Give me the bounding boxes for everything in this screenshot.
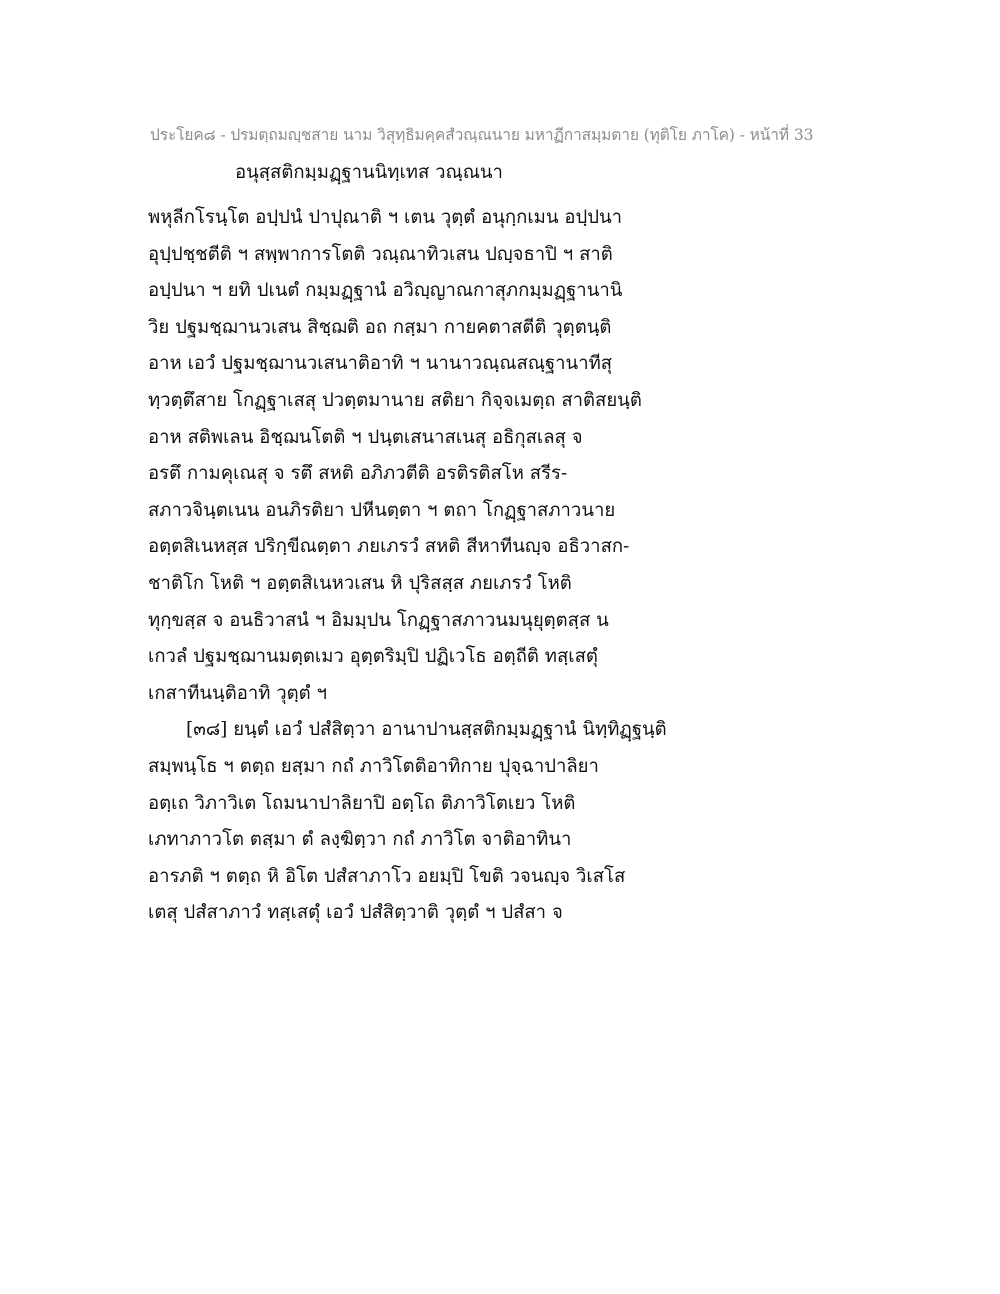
text-line: อารภติ ฯ ตตฺถ หิ อิโต ปสํสาภาโว อยมฺปิ โขติ วจนญฺจ วิเสโส xyxy=(148,865,626,887)
text-line: อาห สติพเลน อิชฺฌนโตติ ฯ ปนฺตเสนาสเนสุ อธิกุสเลสุ จ xyxy=(148,426,583,448)
text-line: พหุลีกโรนฺโต อปฺปนํ ปาปุณาติ ฯ เตน วุตฺตํ อนุกฺกเมน อปฺปนา xyxy=(148,207,622,228)
text-line: เตสุ ปสํสาภาวํ ทสฺเสตุํ เอวํ ปสํสิตฺวาติ วุตฺตํ ฯ ปสํสา จ xyxy=(148,902,563,924)
text-line: อรตึ กามคุเณสุ จ รตึ สหติ อภิภวตีติ อรติรติสโห สรีร- xyxy=(148,463,568,485)
text-line: อุปฺปชฺชตีติ ฯ สพฺพาการโตติ วณฺณาทิวเสน ปญฺจธาปิ ฯ สาติ xyxy=(148,243,613,265)
text-line: อปฺปนา ฯ ยทิ ปเนตํ กมฺมฏฺฐานํ อวิญฺญาณกาสุภกมฺมฏฺฐานานิ xyxy=(148,280,623,302)
text-line: ทุกฺขสฺส จ อนธิวาสนํ ฯ อิมมฺปน โกฏฺฐาสภาวนมนุยุตฺตสฺส น xyxy=(148,609,609,631)
text-line: อตฺเถ วิภาวิเต โถมนาปาลิยาปิ อตฺโถ ติภาวิโตเยว โหติ xyxy=(148,792,576,814)
text-line: เภทาภาวโต ตสฺมา ตํ ลงฺฆิตฺวา กถํ ภาวิโต จาติอาทินา xyxy=(148,829,572,851)
text-line: ทฺวตฺตึสาย โกฏฺฐาเสสุ ปวตฺตมานาย สติยา กิจฺจเมตฺถ สาติสยนฺติ xyxy=(148,389,642,411)
section-heading: อนุสฺสติกมฺมฏฺฐานนิทฺเทส วณฺณนา xyxy=(235,162,503,183)
text-line: วิย ปฐมชฺฌานวเสน สิชฺฌติ อถ กสฺมา กายคตาสตีติ วุตฺตนฺติ xyxy=(148,316,612,338)
text-line: ชาติโก โหติ ฯ อตฺตสิเนหวเสน หิ ปุริสสฺส ภยเภรวํ โหติ xyxy=(148,572,572,594)
text-line: เกสาทีนนฺติอาทิ วุตฺตํ ฯ xyxy=(148,682,327,704)
text-line: อตฺตสิเนหสฺส ปริกฺขีณตฺตา ภยเภรวํ สหติ สีหาทีนญฺจ อธิวาสก- xyxy=(148,536,630,558)
running-header: ประโยค๘ - ปรมตฺถมญฺชสาย นาม วิสุทฺธิมคฺคสํวณฺณนาย มหาฏีกาสมฺมตาย (ทุติโย ภาโค) - หน้าที่ 33 xyxy=(150,126,814,144)
text-line: สภาวจินฺตเนน อนภิรติยา ปหีนตฺตา ฯ ตถา โกฏฺฐาสภาวนาย xyxy=(148,499,616,521)
body-text xyxy=(148,200,708,932)
text-line: สมฺพนฺโธ ฯ ตตฺถ ยสฺมา กถํ ภาวิโตติอาทิกาย ปุจฺฉาปาลิยา xyxy=(148,755,599,777)
paragraph-start-line: [๓๘] ยนฺตํ เอวํ ปสํสิตฺวา อานาปานสฺสติกมฺมฏฺฐานํ นิทฺทิฏฺฐนฺติ xyxy=(186,719,667,741)
text-line: เกวลํ ปฐมชฺฌานมตฺตเมว อุตฺตริมฺปิ ปฏิเวโธ อตฺถีติ ทสฺเสตุํ xyxy=(148,646,598,668)
text-line: อาห เอวํ ปฐมชฺฌานวเสนาติอาทิ ฯ นานาวณฺณสณฺฐานาทีสุ xyxy=(148,353,613,375)
